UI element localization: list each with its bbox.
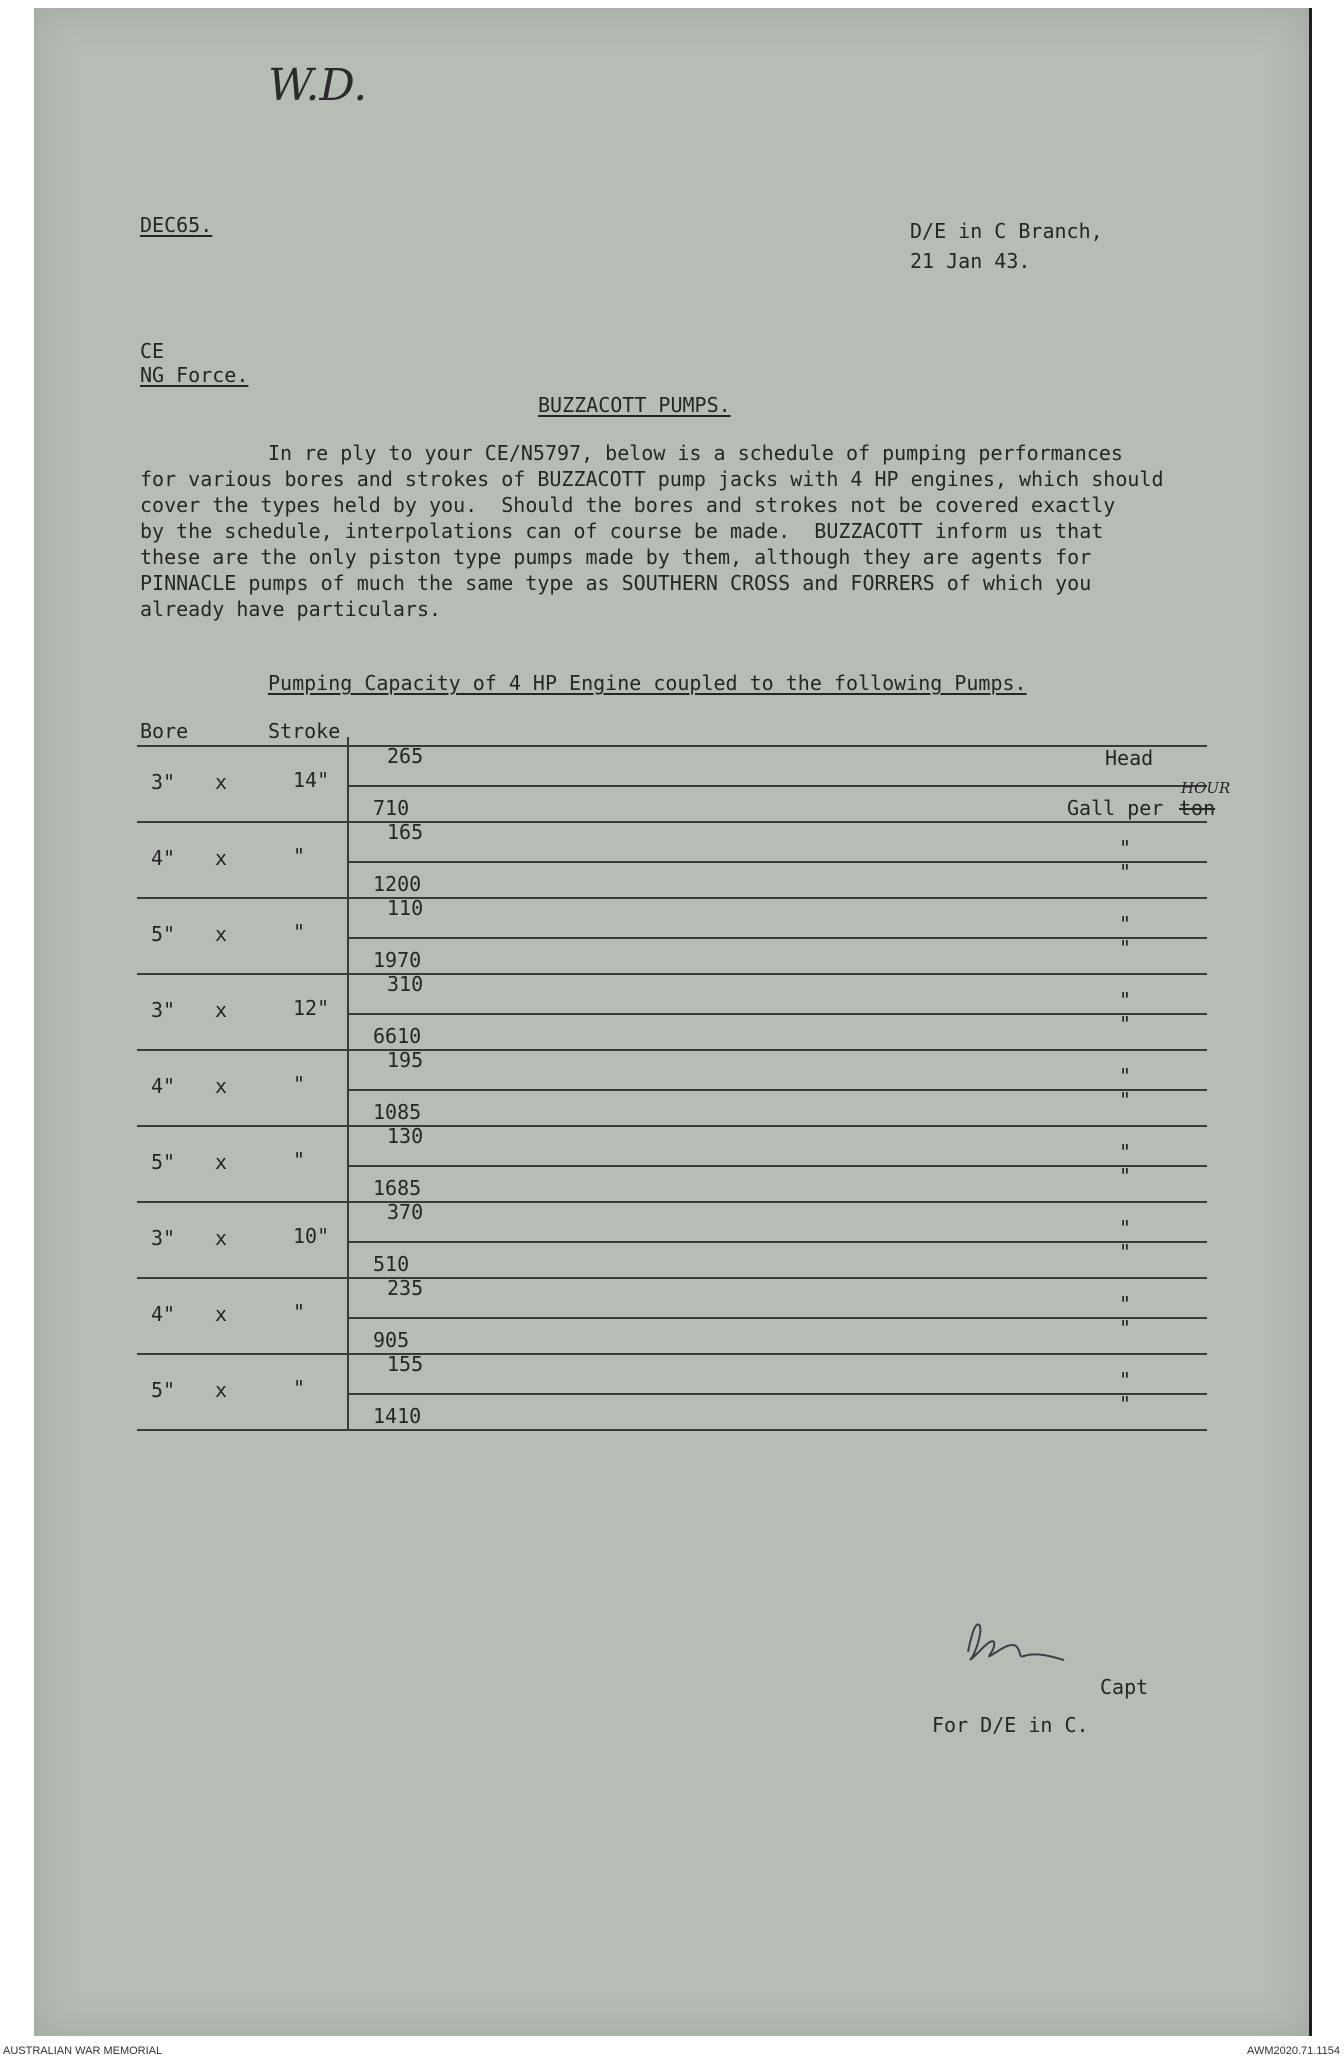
body-line: by the schedule, interpolations can of course be made. BUZZACOTT inform us that (140, 519, 1104, 543)
table-mid-rule (347, 1317, 1207, 1319)
ditto-mark: " (1119, 1240, 1132, 1264)
table-mid-rule (347, 1393, 1207, 1395)
head-value: 165 (387, 820, 424, 844)
stroke-value: " (293, 1300, 306, 1324)
pumping-capacity-table (137, 744, 1231, 1435)
signature-scribble (960, 1612, 1070, 1672)
times-sign: x (215, 998, 228, 1022)
ditto-mark: " (1119, 1088, 1132, 1112)
ditto-mark: " (1119, 1292, 1132, 1316)
table-mid-rule (347, 1241, 1207, 1243)
table-row-rule (137, 821, 1207, 823)
bore-value: 4" (151, 846, 176, 870)
bore-value: 5" (151, 1150, 176, 1174)
times-sign: x (215, 1074, 228, 1098)
gallons-value: 1085 (373, 1100, 422, 1124)
times-sign: x (215, 1150, 228, 1174)
ditto-mark: " (1119, 1316, 1132, 1340)
ditto-mark: " (1119, 1012, 1132, 1036)
struck-unit-text: ton (1179, 796, 1216, 820)
letter-date: 21 Jan 43. (910, 249, 1031, 273)
head-value: 110 (387, 896, 424, 920)
stroke-value: 14" (293, 768, 330, 792)
table-title: Pumping Capacity of 4 HP Engine coupled to the following Pumps. (268, 671, 1027, 695)
gallons-value: 905 (373, 1328, 410, 1352)
gallons-value: 710 (373, 796, 410, 820)
table-row-rule (137, 1429, 1207, 1431)
sender-branch: D/E in C Branch, (910, 219, 1103, 243)
signatory-for-line: For D/E in C. (932, 1713, 1089, 1737)
ditto-mark: " (1119, 836, 1132, 860)
archive-footer (0, 2041, 1344, 2061)
ditto-mark: " (1119, 860, 1132, 884)
bore-value: 3" (151, 770, 176, 794)
gallons-value: 510 (373, 1252, 410, 1276)
table-mid-rule (347, 785, 1207, 787)
table-row-rule (137, 1201, 1207, 1203)
recipient-line1: CE (140, 339, 165, 363)
head-value: 265 (387, 744, 424, 768)
bore-value: 3" (151, 1226, 176, 1250)
stroke-value: " (293, 844, 306, 868)
body-line: these are the only piston type pumps made by them, although they are agents for (140, 545, 1092, 569)
table-mid-rule (347, 1165, 1207, 1167)
gallons-value: 1970 (373, 948, 422, 972)
head-value: 235 (387, 1276, 424, 1300)
times-sign: x (215, 1226, 228, 1250)
bore-value: 5" (151, 1378, 176, 1402)
stroke-value: 10" (293, 1224, 330, 1248)
gallons-value: 1200 (373, 872, 422, 896)
ditto-mark: " (1119, 1368, 1132, 1392)
handwritten-annotation: W.D. (268, 60, 368, 111)
handwritten-unit: HOUR (1181, 779, 1231, 797)
body-paragraph (140, 440, 1260, 622)
table-row-rule (137, 1277, 1207, 1279)
table-mid-rule (347, 861, 1207, 863)
times-sign: x (215, 770, 228, 794)
recipient-line2: NG Force. (140, 363, 249, 387)
head-unit-label: Head (1105, 746, 1154, 770)
head-value: 155 (387, 1352, 424, 1376)
signatory-rank: Capt (1100, 1675, 1149, 1699)
head-value: 195 (387, 1048, 424, 1072)
footer-item-id: AWM2020.71.1154 (1247, 2045, 1340, 2057)
stroke-value: " (293, 1072, 306, 1096)
subject-heading: BUZZACOTT PUMPS. (538, 393, 731, 417)
head-value: 130 (387, 1124, 424, 1148)
table-top-rule (137, 745, 1207, 747)
stroke-value: " (293, 920, 306, 944)
ditto-mark: " (1119, 936, 1132, 960)
ditto-mark: " (1119, 988, 1132, 1012)
column-header-stroke: Stroke (268, 719, 341, 743)
table-row-rule (137, 1049, 1207, 1051)
column-header-bore: Bore (140, 719, 189, 743)
table-row-rule (137, 897, 1207, 899)
bore-value: 4" (151, 1302, 176, 1326)
table-column-divider (347, 737, 349, 1429)
bore-value: 3" (151, 998, 176, 1022)
table-mid-rule (347, 1013, 1207, 1015)
head-value: 370 (387, 1200, 424, 1224)
ditto-mark: " (1119, 1216, 1132, 1240)
ditto-mark: " (1119, 1392, 1132, 1416)
times-sign: x (215, 1378, 228, 1402)
bore-value: 4" (151, 1074, 176, 1098)
times-sign: x (215, 1302, 228, 1326)
gallons-value: 6610 (373, 1024, 422, 1048)
body-line: PINNACLE pumps of much the same type as SOUTHERN CROSS and FORRERS of which you (140, 571, 1092, 595)
times-sign: x (215, 846, 228, 870)
reference-number: DEC65. (140, 213, 213, 237)
stroke-value: " (293, 1148, 306, 1172)
gallons-value: 1685 (373, 1176, 422, 1200)
table-mid-rule (347, 1089, 1207, 1091)
table-row-rule (137, 1353, 1207, 1355)
ditto-mark: " (1119, 1164, 1132, 1188)
bore-value: 5" (151, 922, 176, 946)
body-line: In re ply to your CE/N5797, below is a schedule of pumping performances (268, 441, 1123, 465)
body-line: for various bores and strokes of BUZZACOTT pump jacks with 4 HP engines, which should (140, 467, 1164, 491)
ditto-mark: " (1119, 1064, 1132, 1088)
body-line: cover the types held by you. Should the bores and strokes not be covered exactly (140, 493, 1116, 517)
gall-per-label: Gall per (1067, 796, 1164, 820)
ditto-mark: " (1119, 1140, 1132, 1164)
table-row-rule (137, 973, 1207, 975)
head-value: 310 (387, 972, 424, 996)
gallons-value: 1410 (373, 1404, 422, 1428)
table-row-rule (137, 1125, 1207, 1127)
stroke-value: " (293, 1376, 306, 1400)
ditto-mark: " (1119, 912, 1132, 936)
footer-institution: AUSTRALIAN WAR MEMORIAL (3, 2045, 163, 2057)
table-mid-rule (347, 937, 1207, 939)
body-line: already have particulars. (140, 597, 442, 621)
stroke-value: 12" (293, 996, 330, 1020)
times-sign: x (215, 922, 228, 946)
